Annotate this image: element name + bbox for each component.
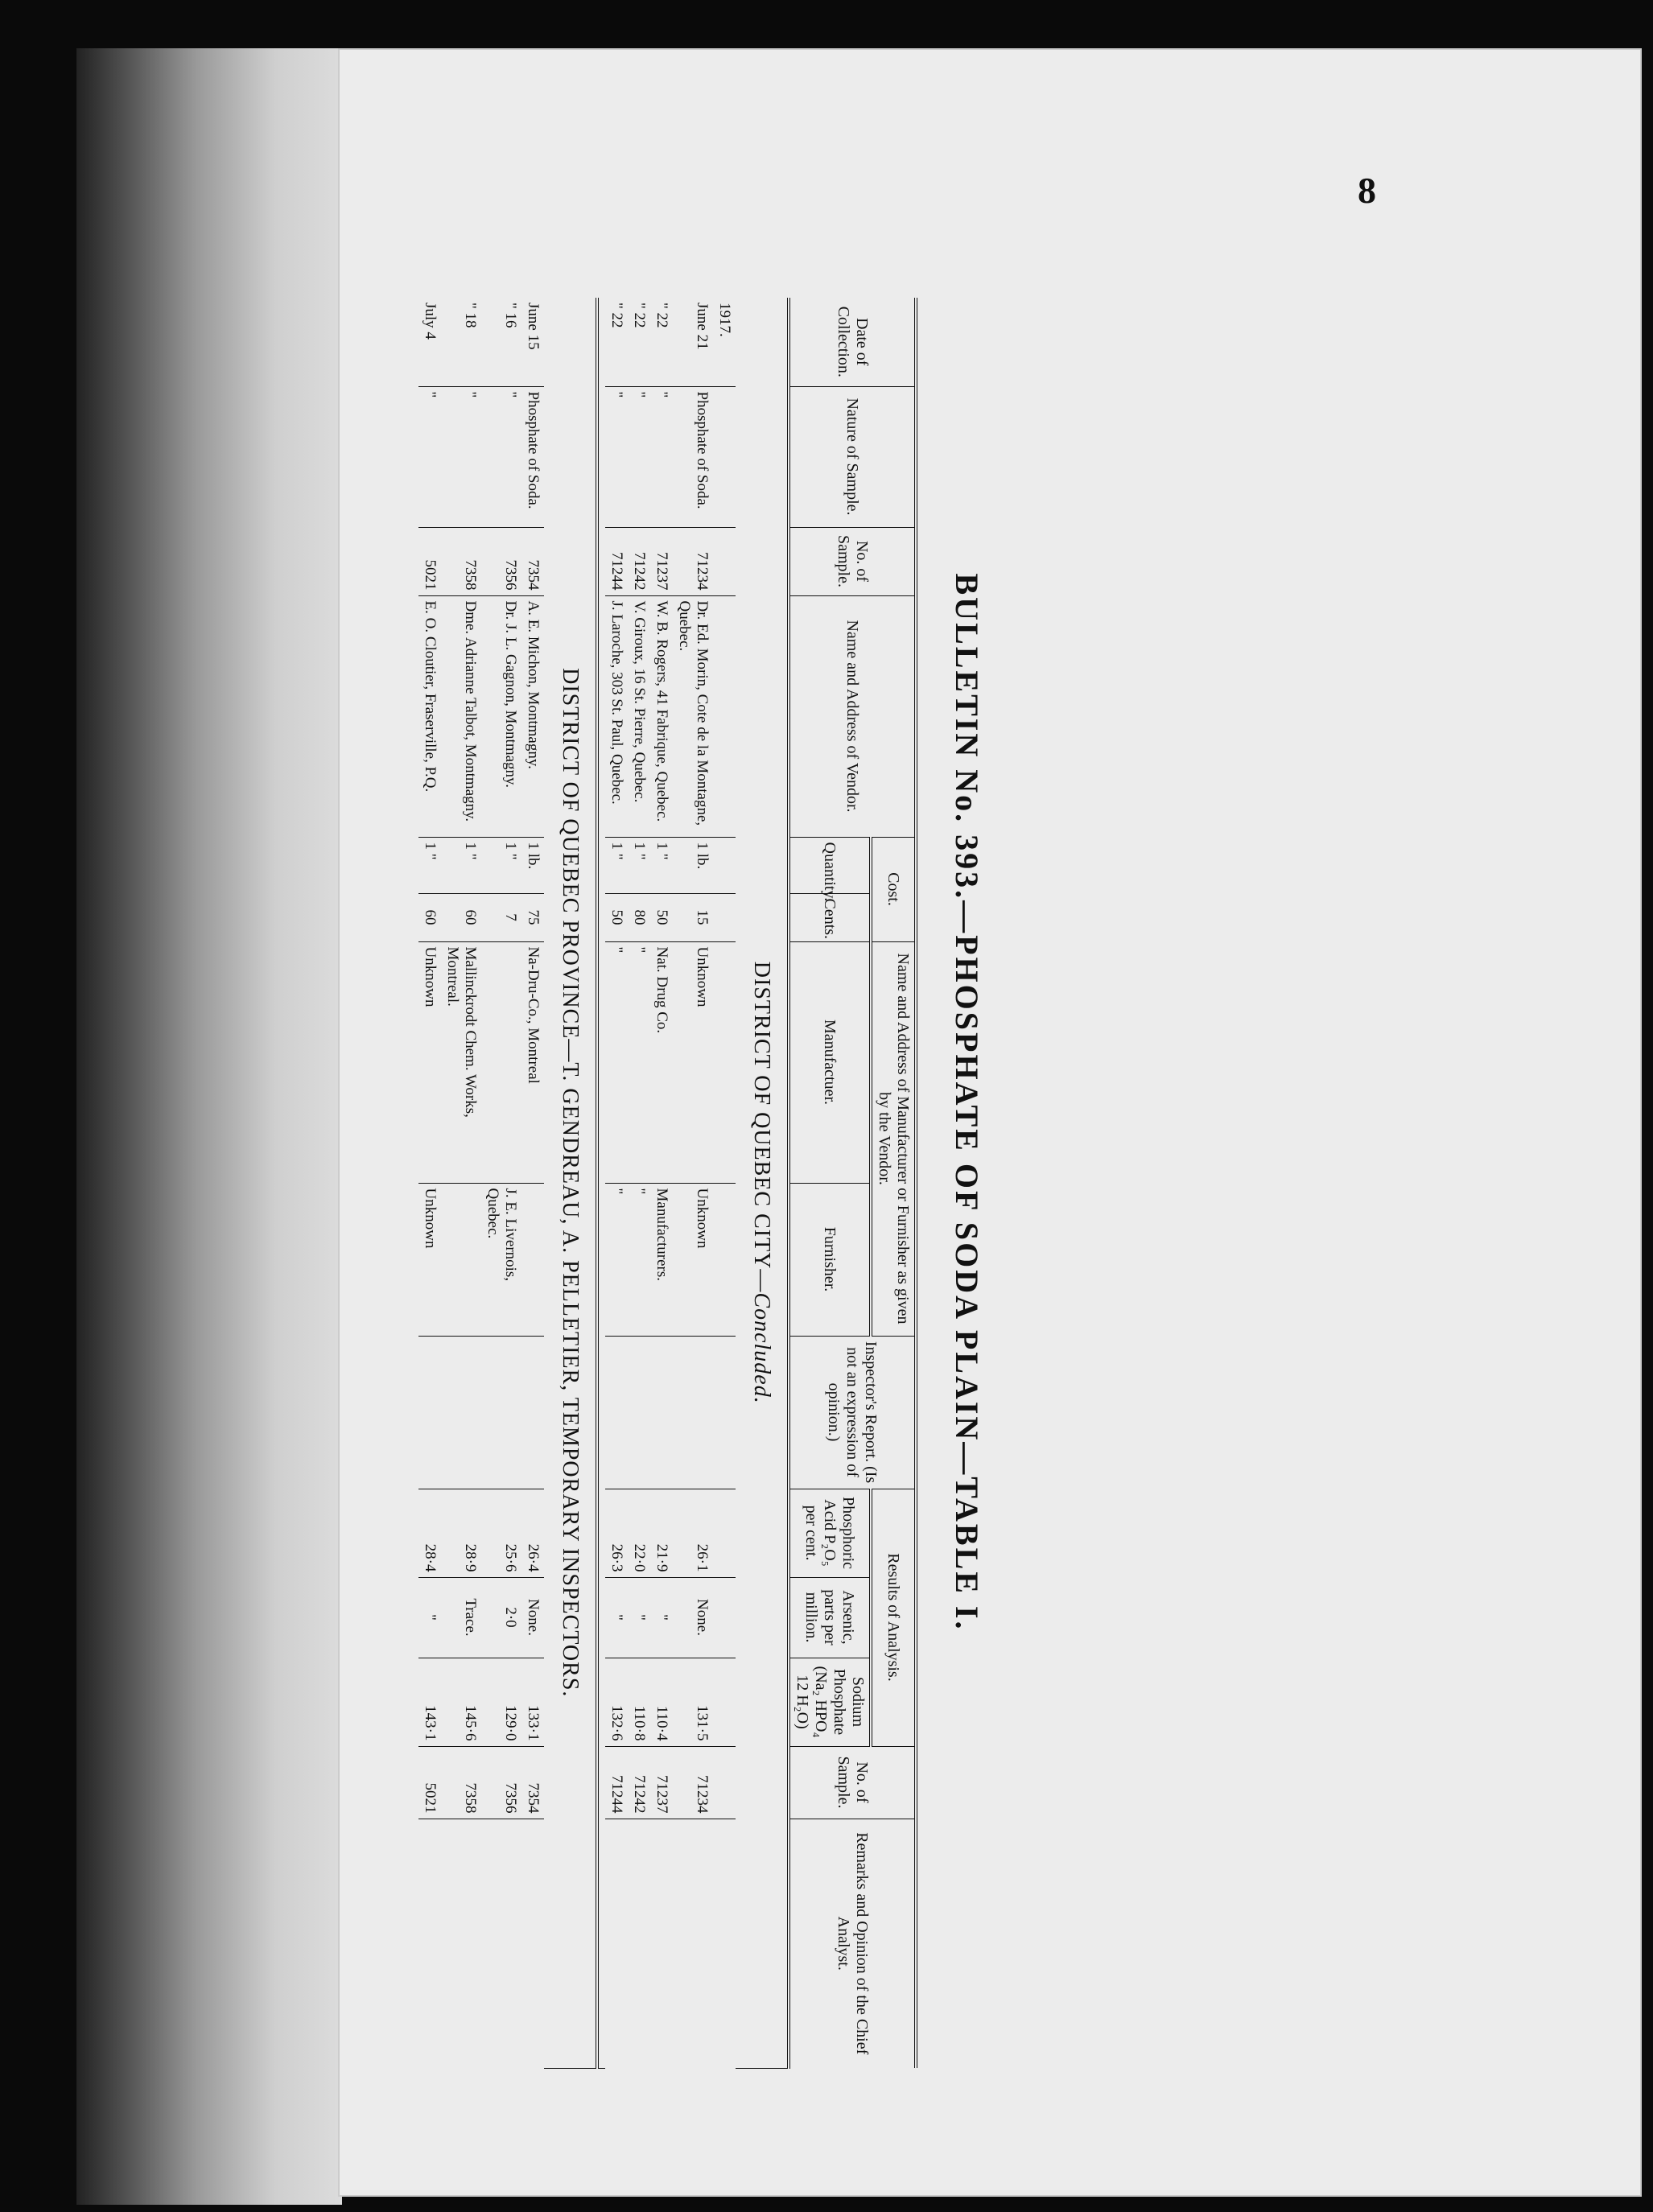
section-quebec-province (418, 298, 605, 2068)
cell-arsenic: Trace. (441, 1577, 481, 1658)
header-arsenic: Arsenic, parts per million. (789, 1577, 871, 1658)
cell-nature: Phosphate of Soda. (673, 386, 713, 527)
cell-sodium: 129·0 (481, 1658, 521, 1746)
cell-no: 71234 (673, 527, 713, 595)
cell-no2: 5021 (418, 1746, 441, 1819)
cell-insp (521, 1336, 544, 1489)
cell-remarks (481, 1819, 521, 2068)
cell-mfr: Na-Dru-Co., Montreal (521, 941, 544, 1183)
cell-furn (521, 1183, 544, 1336)
cell-sodium: 145·6 (441, 1658, 481, 1746)
cell-arsenic: 2·0 (481, 1577, 521, 1658)
cell-p2o5: 26·1 (673, 1489, 713, 1577)
header-nature: Nature of Sample. (789, 386, 916, 527)
header-manufacturer: Manufactuer. (789, 941, 871, 1183)
cell-date: " 18 (441, 298, 481, 386)
table-row (628, 298, 650, 2068)
cell-mfr: " (605, 941, 628, 1183)
table-row (650, 298, 673, 2068)
header-remarks: Remarks and Opinion of the Chief Analyst. (789, 1819, 916, 2068)
cell-vendor: V. Giroux, 16 St. Pierre, Quebec. (628, 595, 650, 837)
cell-nature: " (628, 386, 650, 527)
cell-no2: 7356 (481, 1746, 521, 1819)
cell-no: 71244 (605, 527, 628, 595)
page-number: 8 (1358, 170, 1376, 211)
cell-qty: 1 " (441, 837, 481, 893)
cell-p2o5: 22·0 (628, 1489, 650, 1577)
table-row (673, 298, 713, 2068)
cell-no2: 7354 (521, 1746, 544, 1819)
cell-cents: 7 (481, 893, 521, 941)
cell-insp (673, 1336, 713, 1489)
cell-remarks (605, 1819, 628, 2068)
cell-no2: 71242 (628, 1746, 650, 1819)
cell-remarks (650, 1819, 673, 2068)
cell-sodium: 110·4 (650, 1658, 673, 1746)
cell-insp (605, 1336, 628, 1489)
header-results: Results of Analysis. (871, 1489, 916, 1746)
header-phosphoric: Phosphoric Acid P₂O₅ per cent. (789, 1489, 871, 1577)
cell-nature: Phosphate of Soda. (521, 386, 544, 527)
cell-qty: 1 " (650, 837, 673, 893)
cell-mfr: " (628, 941, 650, 1183)
header-inspector: Inspector's Report. (Is not an expression of opinion.) (789, 1336, 916, 1489)
cell-arsenic: " (605, 1577, 628, 1658)
header-vendor: Name and Address of Vendor. (789, 595, 916, 837)
header-cost: Cost. (871, 837, 916, 941)
cell-mfr: Nat. Drug Co. (650, 941, 673, 1183)
cell-no: 71237 (650, 527, 673, 595)
cell-mfr (481, 941, 521, 1183)
cell-remarks (673, 1819, 713, 2068)
header-date: Date of Collection. (789, 298, 916, 386)
cell-sodium: 110·8 (628, 1658, 650, 1746)
cell-furn (441, 1183, 481, 1336)
cell-no: 5021 (418, 527, 441, 595)
cell-furn: J. E. Livernois, Quebec. (481, 1183, 521, 1336)
cell-vendor: J. Laroche, 303 St. Paul, Quebec. (605, 595, 628, 837)
cell-furn: Unknown (418, 1183, 441, 1336)
cell-cents: 50 (650, 893, 673, 941)
cell-qty: 1 " (418, 837, 441, 893)
cell-p2o5: 21·9 (650, 1489, 673, 1577)
cell-arsenic: " (628, 1577, 650, 1658)
cell-arsenic: " (650, 1577, 673, 1658)
cell-mfr: Unknown (673, 941, 713, 1183)
cell-vendor: E. O. Cloutier, Fraserville, P.Q. (418, 595, 441, 837)
cell-date: " 16 (481, 298, 521, 386)
header-sodium: Sodium Phosphate (Na₂ HPO₄ 12 H₂O) (789, 1658, 871, 1746)
cell-date: " 22 (605, 298, 628, 386)
cell-no2: 7358 (441, 1746, 481, 1819)
cell-sodium: 143·1 (418, 1658, 441, 1746)
cell-date: June 15 (521, 298, 544, 386)
cell-furn: " (628, 1183, 650, 1336)
cell-remarks (521, 1819, 544, 2068)
table-row (521, 298, 544, 2068)
cell-p2o5: 26·4 (521, 1489, 544, 1577)
cell-no: 71242 (628, 527, 650, 595)
cell-remarks (441, 1819, 481, 2068)
cell-p2o5: 26·3 (605, 1489, 628, 1577)
cell-sodium: 133·1 (521, 1658, 544, 1746)
cell-insp (481, 1336, 521, 1489)
cell-qty: 1 " (628, 837, 650, 893)
cell-cents: 80 (628, 893, 650, 941)
cell-p2o5: 25·6 (481, 1489, 521, 1577)
header-furnisher: Furnisher. (789, 1183, 871, 1336)
cell-qty: 1 " (481, 837, 521, 893)
cell-date: " 22 (650, 298, 673, 386)
cell-no: 7354 (521, 527, 544, 595)
cell-vendor: A. E. Michon, Montmagny. (521, 595, 544, 837)
cell-cents: 50 (605, 893, 628, 941)
cell-nature: " (441, 386, 481, 527)
cell-nature: " (650, 386, 673, 527)
cell-no2: 71237 (650, 1746, 673, 1819)
cell-mfr: Unknown (418, 941, 441, 1183)
cell-arsenic: None. (521, 1577, 544, 1658)
header-manufacturer-group: Name and Address of Manufacturer or Furnisher as given by the Vendor. (871, 941, 916, 1336)
cell-remarks (628, 1819, 650, 2068)
year-label: 1917. (713, 298, 736, 386)
section2-title: DISTRICT OF QUEBEC PROVINCE—T. GENDREAU, A. PELLETIER, TEMPORARY INSPECTORS. (544, 298, 597, 2068)
cell-no2: 71244 (605, 1746, 628, 1819)
cell-vendor: Dr. J. L. Gagnon, Montmagny. (481, 595, 521, 837)
cell-cents: 75 (521, 893, 544, 941)
cell-sodium: 132·6 (605, 1658, 628, 1746)
header-quantity: Quantity. (789, 837, 871, 893)
cell-insp (418, 1336, 441, 1489)
cell-furn: Manufacturers. (650, 1183, 673, 1336)
table-row (441, 298, 481, 2068)
cell-remarks (418, 1819, 441, 2068)
table-row (418, 298, 441, 2068)
table-row (605, 298, 628, 2068)
document-page (338, 48, 1642, 2197)
cell-no: 7358 (441, 527, 481, 595)
cell-no: 7356 (481, 527, 521, 595)
cell-vendor: Dme. Adrianne Talbot, Montmagny. (441, 595, 481, 837)
analysis-table (418, 298, 917, 2069)
cell-cents: 60 (441, 893, 481, 941)
cell-date: July 4 (418, 298, 441, 386)
cell-date: " 22 (628, 298, 650, 386)
cell-furn: " (605, 1183, 628, 1336)
table-title: BULLETIN No. 393.—PHOSPHATE OF SODA PLAIN—TABLE I. (949, 573, 985, 1632)
cell-insp (628, 1336, 650, 1489)
cell-qty: 1 lb. (521, 837, 544, 893)
cell-vendor: Dr. Ed. Morin, Cote de la Montagne, Quebec. (673, 595, 713, 837)
cell-nature: " (605, 386, 628, 527)
cell-insp (650, 1336, 673, 1489)
book-binding-edge (76, 48, 342, 2205)
cell-cents: 60 (418, 893, 441, 941)
cell-nature: " (481, 386, 521, 527)
cell-p2o5: 28·4 (418, 1489, 441, 1577)
cell-qty: 1 lb. (673, 837, 713, 893)
cell-sodium: 131·5 (673, 1658, 713, 1746)
cell-nature: " (418, 386, 441, 527)
cell-qty: 1 " (605, 837, 628, 893)
cell-p2o5: 28·9 (441, 1489, 481, 1577)
cell-mfr: Mallinckrodt Chem. Works, Montreal. (441, 941, 481, 1183)
header-sample-no-2: No. of Sample. (789, 1746, 916, 1819)
header-cents: Cents. (789, 893, 871, 941)
header-sample-no: No. of Sample. (789, 527, 916, 595)
cell-arsenic: " (418, 1577, 441, 1658)
cell-insp (441, 1336, 481, 1489)
section1-title: DISTRICT OF QUEBEC CITY—Concluded. (736, 298, 789, 2068)
table-row (481, 298, 521, 2068)
rotated-table-canvas (354, 72, 1626, 2132)
cell-arsenic: None. (673, 1577, 713, 1658)
cell-vendor: W. B. Rogers, 41 Fabrique, Quebec. (650, 595, 673, 837)
cell-cents: 15 (673, 893, 713, 941)
section-quebec-city (605, 298, 789, 2068)
cell-date: June 21 (673, 298, 713, 386)
cell-no2: 71234 (673, 1746, 713, 1819)
cell-furn: Unknown (673, 1183, 713, 1336)
